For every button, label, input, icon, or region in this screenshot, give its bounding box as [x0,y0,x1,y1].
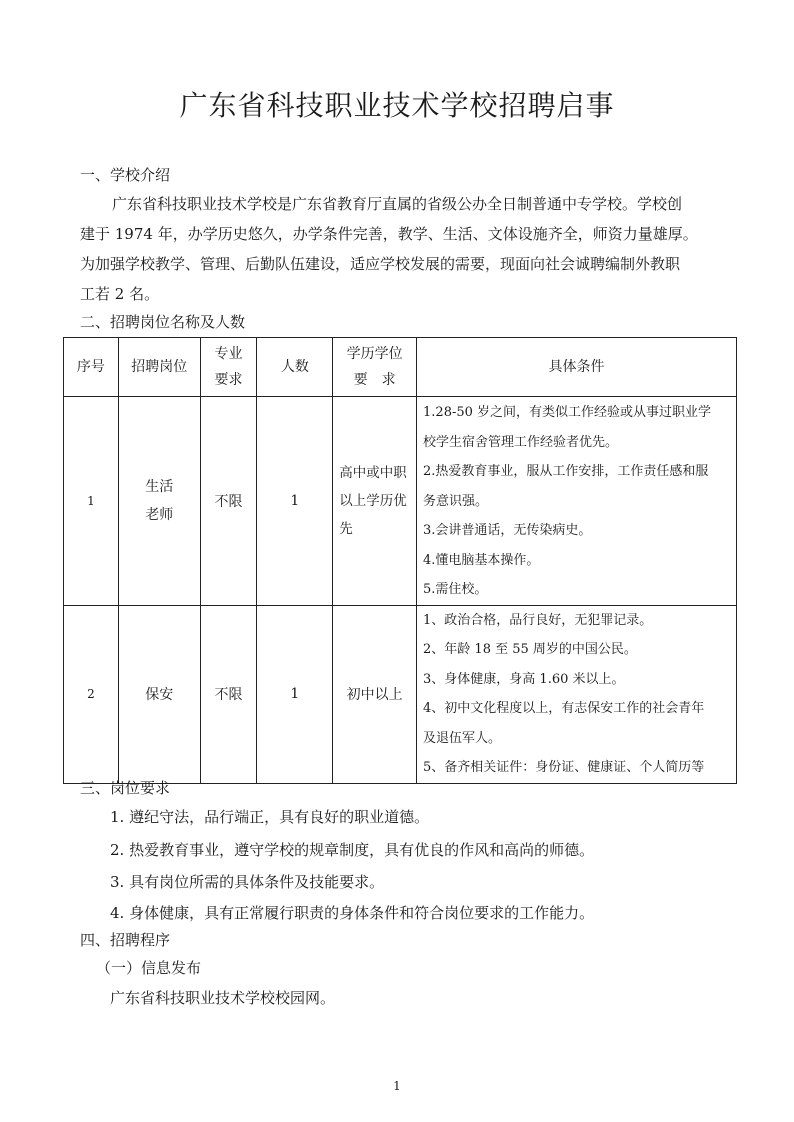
section-2-heading: 二、招聘岗位名称及人数 [80,313,246,331]
cell-count: 1 [257,397,333,606]
cell-post: 保安 [118,605,200,783]
section-4-heading: 四、招聘程序 [80,931,171,949]
cell-no: 2 [64,605,119,783]
condition-line: 1.28-50 岁之间，有类似工作经验或从事过职业学 [423,405,712,420]
condition-line: 2.热爱教育事业，服从工作安排，工作责任感和服 [423,464,709,479]
condition-line: 4、初中文化程度以上，有志保安工作的社会青年 [423,701,705,716]
cell-count: 1 [257,605,333,783]
cell-major: 不限 [200,397,257,606]
requirement-item: 2. 热爱教育事业，遵守学校的规章制度，具有优良的作风和高尚的师德。 [110,841,595,859]
cell-education: 高中或中职 以上学历优 先 [333,397,417,606]
section-4-text: 广东省科技职业技术学校校园网。 [110,989,336,1007]
condition-line: 2、年龄 18 至 55 周岁的中国公民。 [423,642,637,657]
header-post: 招聘岗位 [118,338,200,397]
table-row [64,605,737,783]
intro-line: 工若 2 名。 [80,285,160,303]
condition-line: 及退伍军人。 [423,730,502,746]
cell-conditions [417,605,737,783]
section-1-heading: 一、学校介绍 [80,166,171,184]
condition-line: 务意识强。 [423,493,489,509]
page-title: 广东省科技职业技术学校招聘启事 [179,89,615,122]
cell-major: 不限 [200,605,257,783]
condition-line: 5、备齐相关证件：身份证、健康证、个人简历等 [423,760,705,775]
cell-education: 初中以上 [333,605,417,783]
header-education: 学历学位 要 求 [333,338,417,397]
header-major: 专业 要求 [200,338,257,397]
table-row [64,397,737,606]
condition-line: 1、政治合格，品行良好，无犯罪记录。 [423,612,653,628]
positions-table [63,337,737,784]
intro-line: 为加强学校教学、管理、后勤队伍建设，适应学校发展的需要，现面向社会诚聘编制外教职 [80,255,681,273]
condition-line: 4.懂电脑基本操作。 [423,552,540,568]
condition-line: 3、身体健康，身高 1.60 米以上。 [423,671,625,687]
cell-conditions [417,397,737,606]
condition-line: 校学生宿舍管理工作经验者优先。 [423,434,619,450]
header-no: 序号 [64,338,119,397]
section-1-body [80,189,720,309]
header-count: 人数 [257,338,333,397]
condition-line: 5.需住校。 [423,582,488,597]
section-3-heading: 三、岗位要求 [80,779,171,797]
section-4-subheading: （一）信息发布 [96,959,202,977]
page-number: 1 [393,1079,401,1093]
condition-line: 3.会讲普通话，无传染病史。 [423,523,592,538]
cell-no: 1 [64,397,119,606]
intro-line: 建于 1974 年，办学历史悠久，办学条件完善，教学、生活、文体设施齐全，师资力量雄厚。 [80,225,698,243]
requirement-item: 4. 身体健康，具有正常履行职责的身体条件和符合岗位要求的工作能力。 [110,904,595,922]
requirement-item: 1. 遵纪守法，品行端正，具有良好的职业道德。 [110,808,430,826]
cell-post: 生活 老师 [118,397,200,606]
header-conditions: 具体条件 [417,338,737,397]
table-header-row [64,338,737,397]
requirement-item: 3. 具有岗位所需的具体条件及技能要求。 [110,873,385,891]
intro-line: 广东省科技职业技术学校是广东省教育厅直属的省级公办全日制普通中专学校。学校创 [112,195,683,213]
